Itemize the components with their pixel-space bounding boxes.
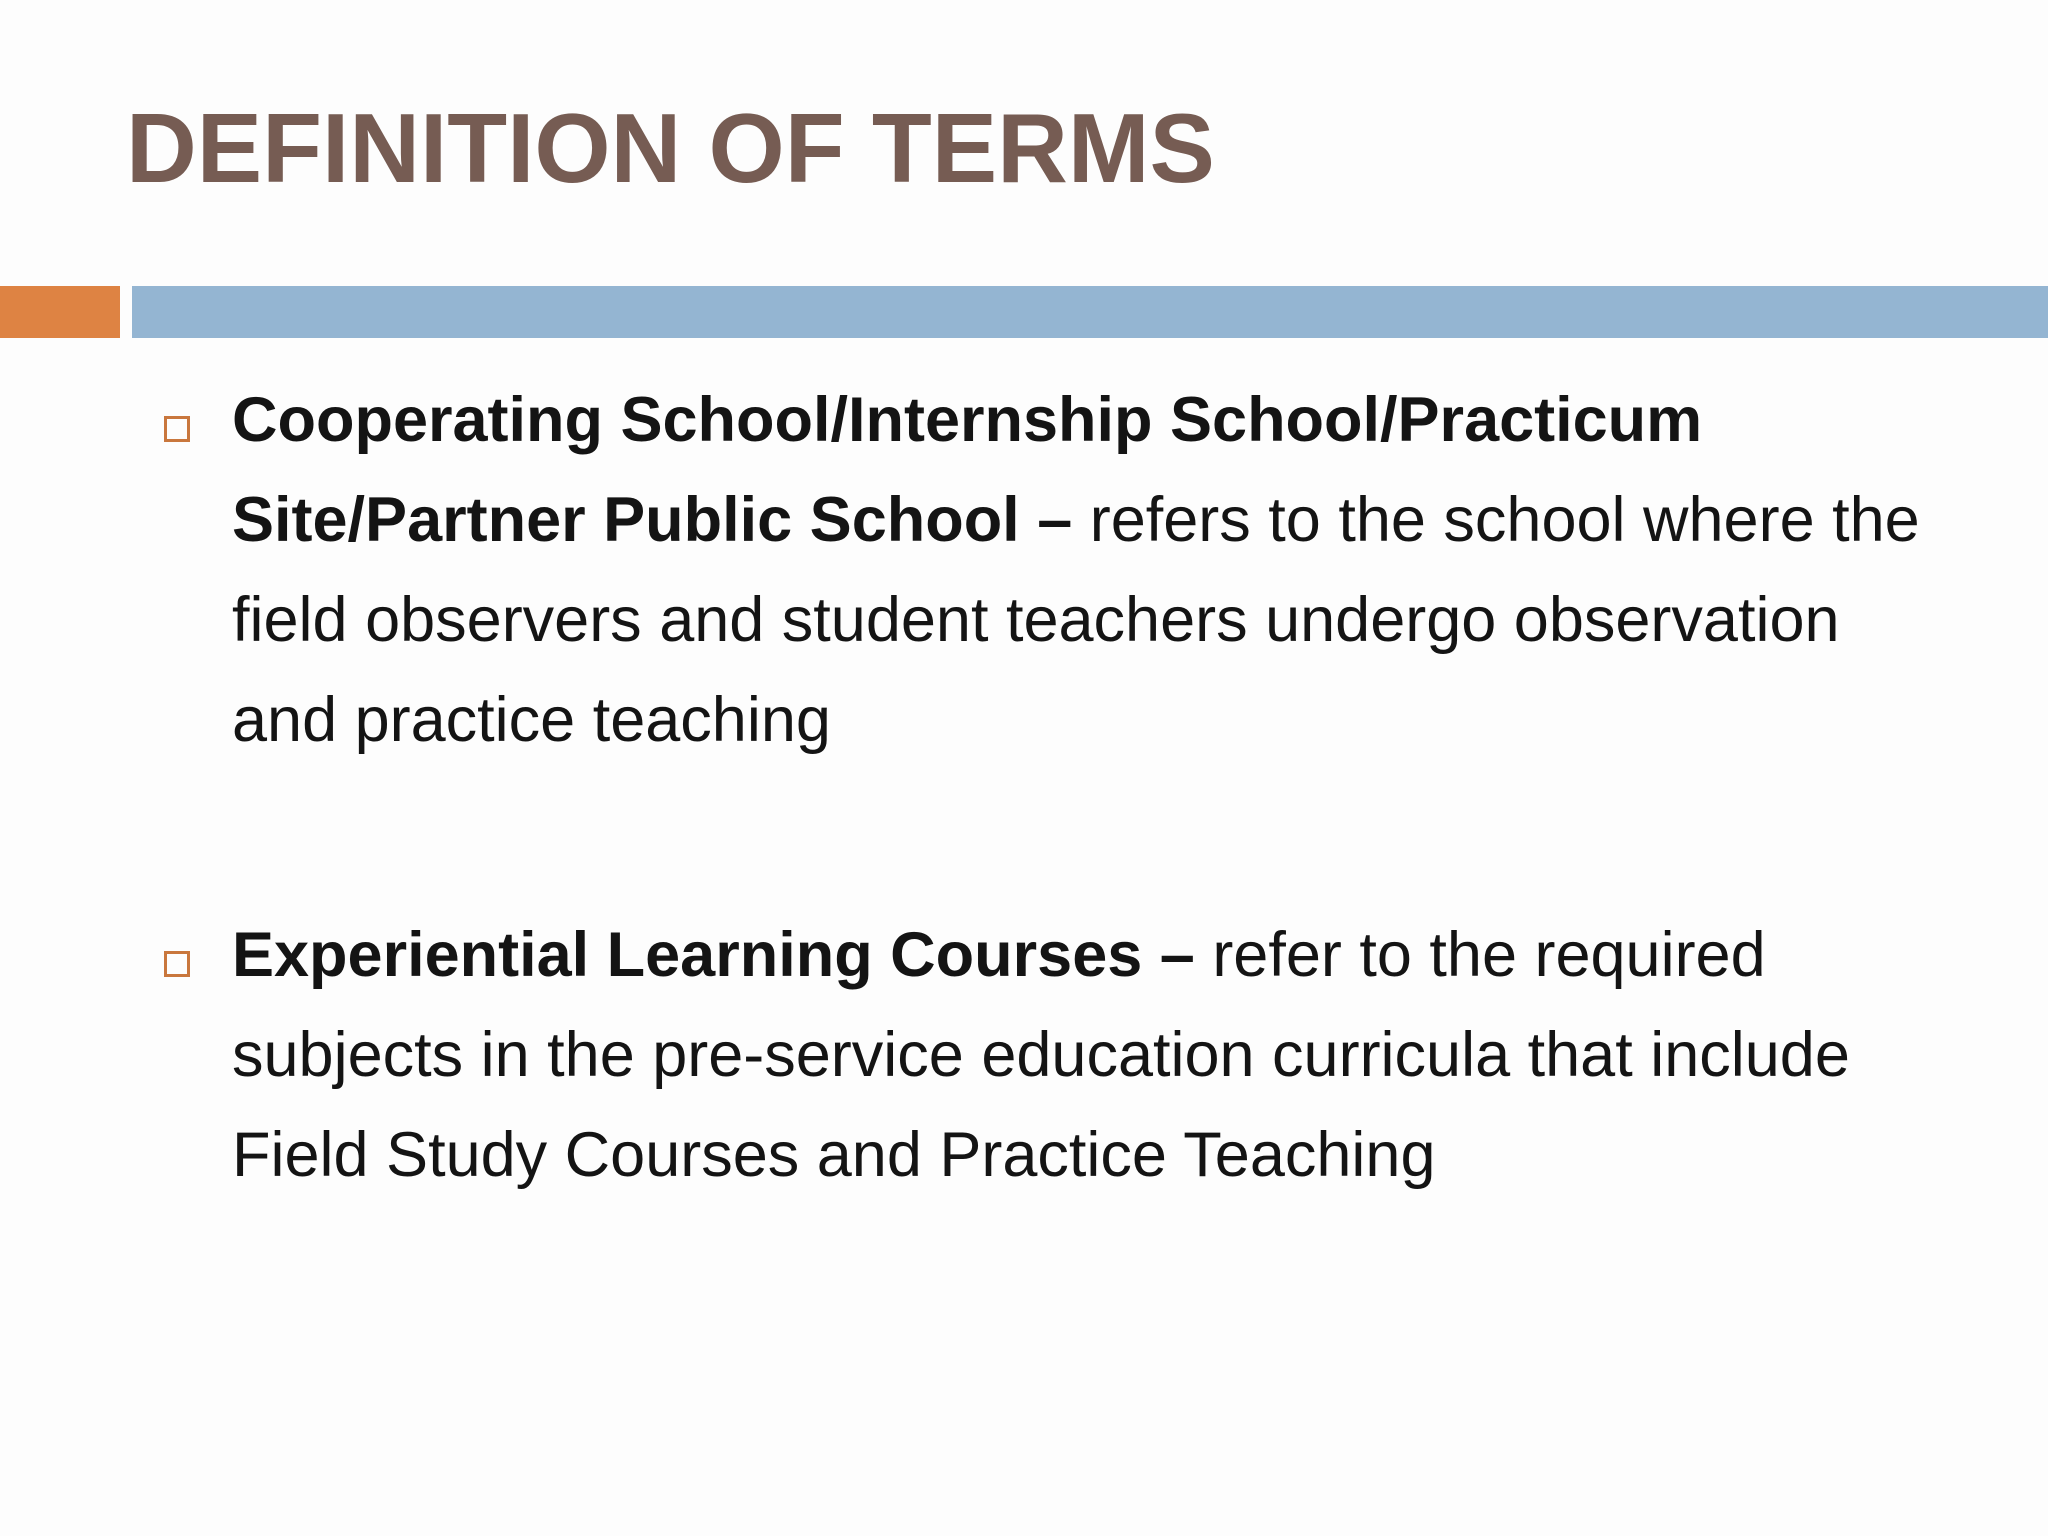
hollow-square-icon [164, 416, 190, 442]
definition-item-cooperating-school [160, 370, 1920, 770]
orange-accent-bar [0, 286, 120, 338]
hollow-square-icon [164, 951, 190, 977]
definition-list [160, 370, 1920, 1205]
definition-item-experiential-learning [160, 905, 1920, 1205]
blue-divider-bar [132, 286, 2048, 338]
term-label: Experiential Learning Courses – [232, 920, 1195, 990]
term-label: Cooperating School/Internship School/Practicum Site/Partner Public School – [232, 385, 1703, 555]
term-definition: refers to the school where the field observers and student teachers undergo observation and practice teaching [232, 485, 1920, 755]
term-definition: refer to the required subjects in the pre-service education curricula that include Field Study Courses and Practice Teaching [232, 920, 1850, 1190]
slide-title: DEFINITION OF TERMS [126, 93, 1215, 203]
